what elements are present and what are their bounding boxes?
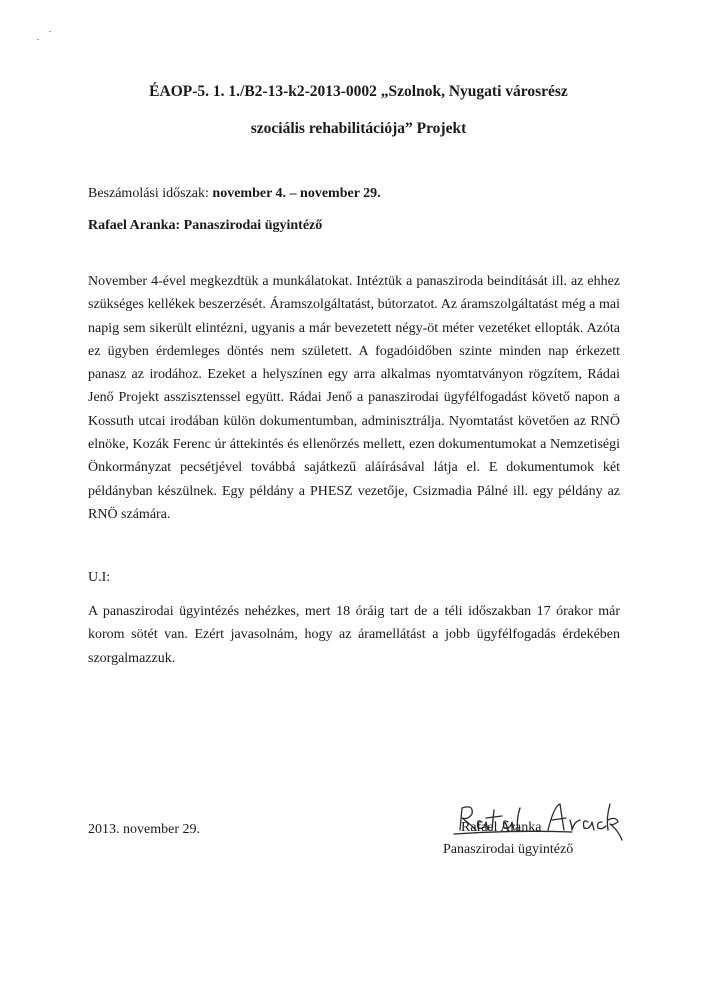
- reporting-period-value: november 4. – november 29.: [212, 186, 381, 201]
- document-date: 2013. november 29.: [88, 822, 200, 837]
- body-paragraph-1: November 4-ével megkezdtük a munkálatokat. Intéztük a panasziroda beindítását ill. az ehhez szükséges kellékek beszerzését. Áramszolgáltatást, bútorzatot. Az áramszolgáltatást még a mai napig sem sikerült elintézni, ugyanis a már bevezetett négy-öt méter vezetéket ellopták. Azóta ez ügyben érdemleges döntés nem született. A fogadóidőben szinte minden nap érkezett panasz az irodához. Ezeket a helyszínen egy arra alkalmas nyomtatványon rögzítem, Rádai Jenő Projekt asszisztenssel együtt. Rádai Jenő a panaszirodai ügyfélfogadást követő napon a Kossuth utcai irodában külön dokumentumban, adminisztrálja. Nyomtatást követően az RNÖ elnöke, Kozák Ferenc úr áttekintés és ellenőrzés mellett, ezen dokumentumokat a Nemzetiségi Önkormányzat pecsétjével továbbá sajátkezű aláírásával látja el. E dokumentumok két példányban készülnek. Egy példány a PHESZ vezetője, Csizmadia Pálné ill. egy példány az RNÖ számára.: [88, 274, 620, 522]
- reporting-period-label: Beszámolási időszak:: [88, 186, 213, 201]
- signer-title: Panaszirodai ügyintéző: [443, 842, 574, 857]
- document-title-line-1: ÉAOP-5. 1. 1./B2-13-k2-2013-0002 „Szolnok, Nyugati városrész: [149, 83, 568, 100]
- scan-speck: [37, 39, 39, 40]
- reporting-period: [88, 186, 381, 202]
- signer-name: Rafael Aranka: [461, 820, 542, 835]
- author-line: Rafael Aranka: Panaszirodai ügyintéző: [88, 218, 323, 233]
- scan-speck: [49, 31, 51, 32]
- postscript-label: U.I:: [88, 570, 111, 585]
- body-paragraph-2: A panaszirodai ügyintézés nehézkes, mert 18 óráig tart de a téli időszakban 17 órakor már korom sötét van. Ezért javasolnám, hogy az áramellátást a jobb ügyfélfogadás érdekében szorgalmazzuk.: [88, 604, 620, 666]
- document-title-line-2: szociális rehabilitációja” Projekt: [250, 120, 467, 137]
